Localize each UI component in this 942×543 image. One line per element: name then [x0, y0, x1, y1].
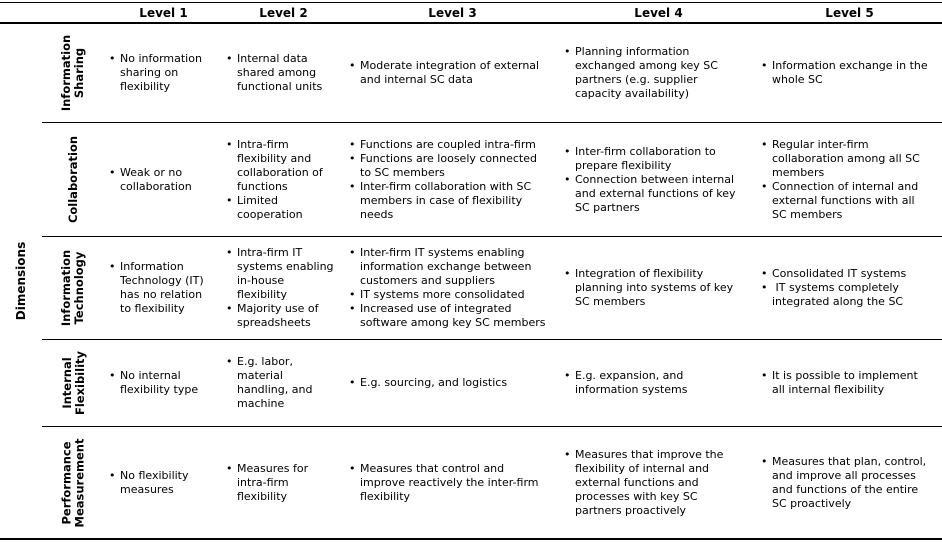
table-row — [42, 237, 942, 340]
bullet-item: • E.g. labor, material handling, and machine — [237, 355, 335, 411]
bullet-list — [107, 166, 212, 194]
bullet-item: • Connection of internal and external functions with all SC members — [772, 180, 932, 222]
level-4-cell — [560, 123, 757, 236]
bullet-item: • Integration of flexibility planning into systems of key SC members — [575, 267, 747, 309]
dimension-header-cell — [42, 427, 105, 538]
bullet-item: • Weak or no collaboration — [120, 166, 212, 194]
bullet-item: • Regular inter-firm collaboration among all SC members — [772, 138, 932, 180]
bullet-item: • Limited cooperation — [237, 194, 335, 222]
dimension-header-cell — [42, 340, 105, 426]
level-1-cell — [105, 427, 222, 538]
level-3-cell — [345, 427, 560, 538]
bullet-item: • Majority use of spreadsheets — [237, 302, 335, 330]
level-2-cell — [222, 237, 345, 339]
bullet-list — [759, 267, 932, 309]
bullet-item: • Measures for intra-firm flexibility — [237, 462, 335, 504]
level-3-cell — [345, 340, 560, 426]
bullet-item: • No flexibility measures — [120, 469, 212, 497]
column-header-level-1: Level 1 — [139, 5, 188, 20]
level-1-cell — [105, 24, 222, 122]
column-header-level-5: Level 5 — [825, 5, 874, 20]
bullet-item: • IT systems more consolidated — [360, 288, 550, 302]
bullet-list — [224, 52, 335, 94]
bullet-item: • Functions are loosely connected to SC members — [360, 152, 550, 180]
bullet-item: • Measures that improve the flexibility of internal and external functions and processes with key SC partners proactively — [575, 448, 747, 518]
bullet-list — [759, 369, 932, 397]
level-5-cell — [757, 427, 942, 538]
bullet-item: • Consolidated IT systems — [772, 267, 932, 281]
dimension-label: Collaboration — [66, 135, 81, 224]
bullet-item: • Inter-firm IT systems enabling information exchange between customers and suppliers — [360, 246, 550, 288]
bullet-list — [562, 145, 747, 215]
dimension-label: Information Sharing — [59, 34, 87, 112]
bullet-item: • E.g. expansion, and information systems — [575, 369, 747, 397]
level-2-cell — [222, 340, 345, 426]
bullet-item: • Intra-firm IT systems enabling in-house flexibility — [237, 246, 335, 302]
level-2-cell — [222, 427, 345, 538]
level-5-cell — [757, 340, 942, 426]
bullet-list — [107, 469, 212, 497]
dimension-label: Information Technology — [59, 249, 87, 327]
level-4-cell — [560, 237, 757, 339]
bullet-list — [562, 267, 747, 309]
bottom-rule — [0, 538, 942, 540]
bullet-list — [224, 355, 335, 411]
bullet-list — [562, 369, 747, 397]
bullet-list — [347, 246, 550, 330]
level-3-cell — [345, 237, 560, 339]
dimensions-axis — [0, 24, 42, 538]
bullet-list — [224, 138, 335, 222]
bullet-list — [759, 59, 932, 87]
bullet-item: • Information exchange in the whole SC — [772, 59, 932, 87]
level-5-cell — [757, 237, 942, 339]
bullet-item: • Measures that plan, control, and improve all processes and functions of the entire SC proactively — [772, 455, 932, 511]
bullet-list — [347, 376, 550, 390]
dimension-header-cell — [42, 24, 105, 122]
bullet-list — [347, 462, 550, 504]
level-2-cell — [222, 123, 345, 236]
bullet-list — [107, 52, 212, 94]
bullet-item: • Functions are coupled intra-firm — [360, 138, 550, 152]
bullet-item: • No information sharing on flexibility — [120, 52, 212, 94]
bullet-item: • Increased use of integrated software among key SC members — [360, 302, 550, 330]
level-4-cell — [560, 427, 757, 538]
bullet-list — [107, 369, 212, 397]
bullet-list — [347, 138, 550, 222]
table-row — [42, 427, 942, 538]
table-row — [42, 340, 942, 427]
column-header-row — [0, 2, 942, 24]
level-5-cell — [757, 24, 942, 122]
bullet-list — [224, 462, 335, 504]
level-2-cell — [222, 24, 345, 122]
table-body — [0, 24, 942, 538]
bullet-item: • Information Technology (IT) has no relation to flexibility — [120, 260, 212, 316]
dimensions-axis-label: Dimensions — [14, 241, 29, 321]
bullet-list — [562, 45, 747, 101]
bullet-list — [759, 138, 932, 222]
column-header-level-3: Level 3 — [428, 5, 477, 20]
bullet-item: • It is possible to implement all internal flexibility — [772, 369, 932, 397]
bullet-item: • Inter-firm collaboration to prepare flexibility — [575, 145, 747, 173]
bullet-item: • IT systems completely integrated along the SC — [772, 281, 932, 309]
bullet-item: • Connection between internal and external functions of key SC partners — [575, 173, 747, 215]
dimension-label: Performance Measurement — [59, 438, 87, 527]
bullet-list — [759, 455, 932, 511]
level-1-cell — [105, 340, 222, 426]
table-row — [42, 123, 942, 237]
bullet-item: • No internal flexibility type — [120, 369, 212, 397]
bullet-item: • Inter-firm collaboration with SC members in case of flexibility needs — [360, 180, 550, 222]
level-5-cell — [757, 123, 942, 236]
bullet-list — [107, 260, 212, 316]
column-header-level-4: Level 4 — [634, 5, 683, 20]
dimension-header-cell — [42, 237, 105, 339]
column-header-level-2: Level 2 — [259, 5, 308, 20]
bullet-list — [224, 246, 338, 330]
level-4-cell — [560, 24, 757, 122]
bullet-item: • Planning information exchanged among key SC partners (e.g. supplier capacity availability) — [575, 45, 747, 101]
level-4-cell — [560, 340, 757, 426]
level-3-cell — [345, 24, 560, 122]
dimension-label: Internal Flexibility — [59, 350, 87, 416]
bullet-item: • Moderate integration of external and internal SC data — [360, 59, 550, 87]
level-1-cell — [105, 123, 222, 236]
dimension-rows — [42, 24, 942, 538]
bullet-item: • Internal data shared among functional units — [237, 52, 335, 94]
level-3-cell — [345, 123, 560, 236]
dimension-header-cell — [42, 123, 105, 236]
bullet-list — [562, 448, 747, 518]
bullet-item: • Measures that control and improve reactively the inter-firm flexibility — [360, 462, 550, 504]
bullet-list — [347, 59, 550, 87]
bullet-item: • E.g. sourcing, and logistics — [360, 376, 550, 390]
table-row — [42, 24, 942, 123]
level-1-cell — [105, 237, 222, 339]
bullet-item: • Intra-firm flexibility and collaboration of functions — [237, 138, 335, 194]
